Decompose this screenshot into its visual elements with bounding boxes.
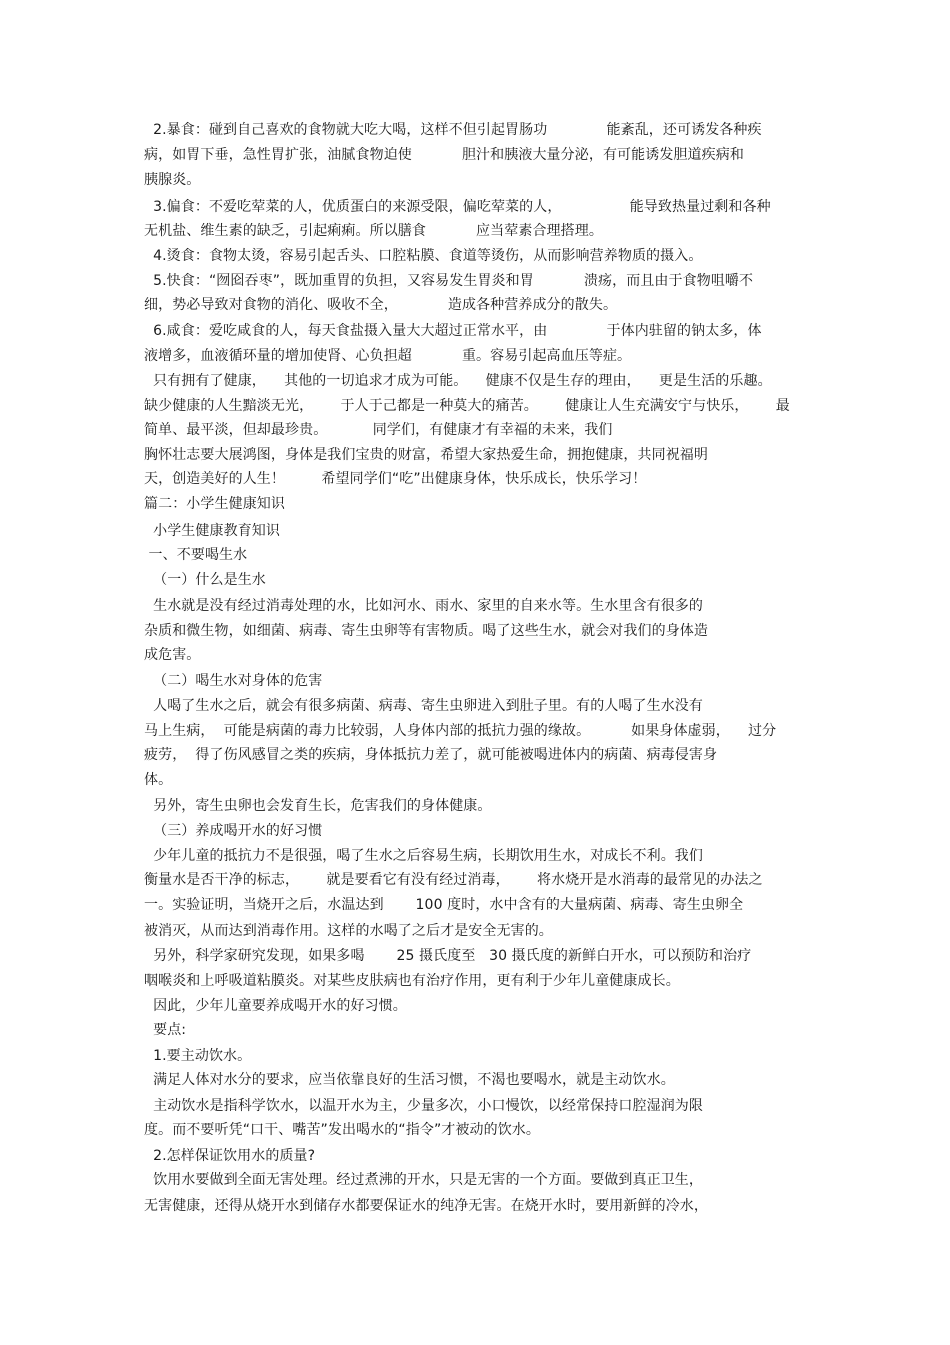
text-line: 另外，科学家研究发现，如果多喝 25 摄氏度至 30 摄氏度的新鲜白开水，可以预防和治疗 (144, 948, 752, 964)
text-line: 度。而不要听凭“口干、嘴苦”发出喝水的“指令”才被动的饮水。 (144, 1122, 541, 1138)
text-line: 衡量水是否干净的标志， 就是要看它有没有经过消毒， 将水烧开是水消毒的最常见的办法之 (144, 872, 763, 888)
text-line: 咽喉炎和上呼吸道粘膜炎。对某些皮肤病也有治疗作用，更有利于少年儿童健康成长。 (144, 973, 680, 989)
text-line: 天，创造美好的人生！ 希望同学们“吃”出健康身体，快乐成长，快乐学习！ (144, 471, 647, 487)
text-line: 要点: (144, 1022, 187, 1038)
text-line: 小学生健康教育知识 (144, 523, 280, 539)
text-line: 2.怎样保证饮用水的质量? (144, 1148, 316, 1164)
text-line: （二）喝生水对身体的危害 (144, 673, 323, 689)
text-line: 病，如胃下垂，急性胃扩张，油腻食物迫使 胆汁和胰液大量分泌，有可能诱发胆道疾病和 (144, 147, 744, 163)
text-line: 疲劳， 得了伤风感冒之类的疾病，身体抵抗力差了，就可能被喝进体内的病菌、病毒侵害身 (144, 747, 718, 763)
text-line: 胸怀壮志要大展鸿图，身体是我们宝贵的财富，希望大家热爱生命，拥抱健康，共同祝福明 (144, 447, 708, 463)
text-line: 5.快食：“囫囵吞枣”，既加重胃的负担，又容易发生胃炎和胃 溃疡，而且由于食物咀嚼不 (144, 273, 754, 289)
text-line: 主动饮水是指科学饮水，以温开水为主，少量多次，小口慢饮，以经常保持口腔湿润为限 (144, 1098, 703, 1114)
text-line: 一、不要喝生水 (144, 547, 248, 563)
text-line: 少年儿童的抵抗力不是很强，喝了生水之后容易生病，长期饮用生水，对成长不利。我们 (144, 848, 703, 864)
text-line: 细，势必导致对食物的消化、吸收不全， 造成各种营养成分的散失。 (144, 297, 618, 313)
text-line: 另外，寄生虫卵也会发育生长，危害我们的身体健康。 (144, 798, 492, 814)
text-line: 6.咸食：爱吃咸食的人，每天食盐摄入量大大超过正常水平，由 于体内驻留的钠太多，体 (144, 323, 762, 339)
text-line: 成危害。 (144, 647, 201, 663)
text-line: 4.烫食：食物太烫，容易引起舌头、口腔粘膜、食道等烫伤，从而影响营养物质的摄入。 (144, 248, 703, 264)
text-line: 人喝了生水之后，就会有很多病菌、病毒、寄生虫卵进入到肚子里。有的人喝了生水没有 (144, 698, 703, 714)
text-line: （三）养成喝开水的好习惯 (144, 823, 323, 839)
text-line: 胰腺炎。 (144, 172, 201, 188)
text-line: 马上生病， 可能是病菌的毒力比较弱，人身体内部的抵抗力强的缘故。 如果身体虚弱， 过分 (144, 723, 777, 739)
text-line: 满足人体对水分的要求，应当依靠良好的生活习惯，不渴也要喝水，就是主动饮水。 (144, 1072, 675, 1088)
text-line: 3.偏食：不爱吃荤菜的人，优质蛋白的来源受限，偏吃荤菜的人， 能导致热量过剩和各种 (144, 199, 771, 215)
text-line: 无机盐、维生素的缺乏，引起痢痢。所以膳食 应当荤素合理搭理。 (144, 223, 603, 239)
text-line: （一）什么是生水 (144, 572, 266, 588)
text-line: 缺少健康的人生黯淡无光， 于人于己都是一种莫大的痛苦。 健康让人生充满安宁与快乐， 最 (144, 398, 790, 414)
text-line: 饮用水要做到全面无害处理。经过煮沸的开水，只是无害的一个方面。要做到真正卫生， (144, 1172, 703, 1188)
text-line: 简单、最平淡，但却最珍贵。 同学们，有健康才有幸福的未来，我们 (144, 422, 613, 438)
text-line: 2.暴食：碰到自己喜欢的食物就大吃大喝，这样不但引起胃肠功 能紊乱，还可诱发各种疾 (144, 122, 762, 138)
text-line: 液增多，血液循环量的增加使肾、心负担超 重。容易引起高血压等症。 (144, 348, 632, 364)
text-line: 1.要主动饮水。 (144, 1048, 252, 1064)
text-line: 体。 (144, 772, 173, 788)
text-line: 被消灭，从而达到消毒作用。这样的水喝了之后才是安全无害的。 (144, 923, 553, 939)
text-line: 杂质和微生物，如细菌、病毒、寄生虫卵等有害物质。喝了这些生水，就会对我们的身体造 (144, 623, 708, 639)
text-line: 一。实验证明，当烧开之后，水温达到 100 度时，水中含有的大量病菌、病毒、寄生虫卵全 (144, 897, 744, 913)
text-line: 生水就是没有经过消毒处理的水，比如河水、雨水、家里的自来水等。生水里含有很多的 (144, 598, 703, 614)
text-line: 无害健康，还得从烧开水到储存水都要保证水的纯净无害。在烧开水时，要用新鲜的冷水， (144, 1198, 708, 1214)
text-line: 篇二：小学生健康知识 (144, 496, 285, 512)
text-line: 因此，少年儿童要养成喝开水的好习惯。 (144, 998, 407, 1014)
text-line: 只有拥有了健康， 其他的一切追求才成为可能。 健康不仅是生存的理由， 更是生活的乐趣。 (144, 373, 772, 389)
